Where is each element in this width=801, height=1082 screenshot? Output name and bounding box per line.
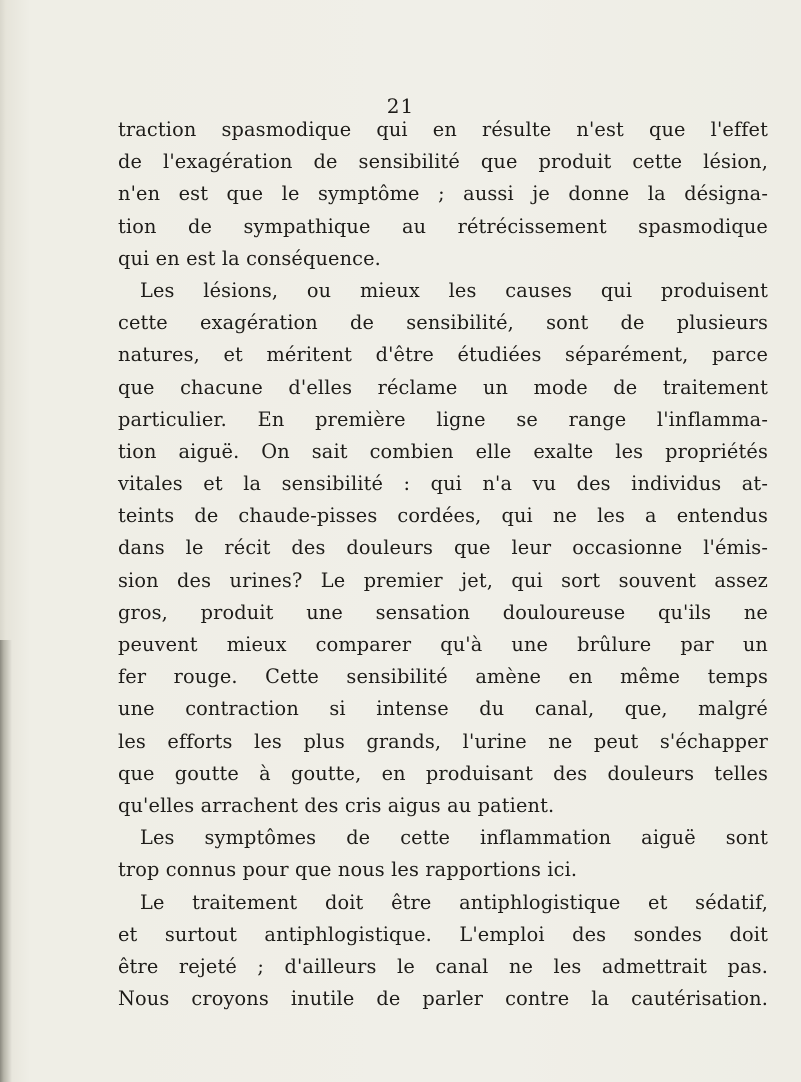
text-line: qui en est la conséquence. [118, 246, 381, 270]
text-line: Nous croyons inutile de parler contre la cautérisation. [118, 987, 768, 1011]
binding-gutter-shadow [0, 640, 12, 1082]
text-line: sion des urines? Le premier jet, qui sort souvent assez [118, 568, 768, 592]
text-line: gros, produit une sensation douloureuse qu'ils ne [118, 600, 768, 624]
text-line: une contraction si intense du canal, que, malgré [118, 697, 768, 721]
text-line: particulier. En première ligne se range l'inflamma- [118, 407, 768, 431]
text-line: traction spasmodique qui en résulte n'est que l'effet [118, 118, 768, 141]
text-line: les efforts les plus grands, l'urine ne peut s'échapper [118, 729, 768, 753]
text-line: et surtout antiphlogistique. L'emploi des sondes doit [118, 922, 768, 946]
text-line: peuvent mieux comparer qu'à une brûlure par un [118, 633, 768, 656]
text-line: dans le récit des douleurs que leur occasionne l'émis- [118, 536, 768, 560]
text-line: Les symptômes de cette inflammation aiguë sont [140, 826, 768, 850]
text-line: être rejeté ; d'ailleurs le canal ne les admettrait pas. [118, 954, 768, 978]
text-line: trop connus pour que nous les rapportions ici. [118, 858, 578, 882]
text-line: tion de sympathique au rétrécissement spasmodique [118, 214, 768, 238]
text-line: tion aiguë. On sait combien elle exalte les propriétés [118, 439, 768, 463]
text-line: vitales et la sensibilité : qui n'a vu des individus at- [118, 472, 768, 496]
body-text [118, 114, 768, 1015]
page-number: 21 [386, 94, 415, 118]
text-line: Les lésions, ou mieux les causes qui produisent [140, 278, 768, 302]
text-line: cette exagération de sensibilité, sont de plusieurs [118, 311, 768, 335]
text-line: que chacune d'elles réclame un mode de traitement [118, 375, 768, 399]
text-line: fer rouge. Cette sensibilité amène en même temps [118, 665, 768, 689]
text-line: que goutte à goutte, en produisant des douleurs telles [118, 761, 768, 785]
text-line: qu'elles arrachent des cris aigus au patient. [118, 793, 555, 817]
text-line: de l'exagération de sensibilité que produit cette lésion, [118, 150, 768, 174]
text-line: teints de chaude-pisses cordées, qui ne les a entendus [118, 504, 768, 528]
text-line: n'en est que le symptôme ; aussi je donne la désigna- [118, 182, 768, 206]
text-line: natures, et méritent d'être étudiées séparément, parce [118, 343, 768, 367]
text-line: Le traitement doit être antiphlogistique et sédatif, [140, 890, 768, 914]
